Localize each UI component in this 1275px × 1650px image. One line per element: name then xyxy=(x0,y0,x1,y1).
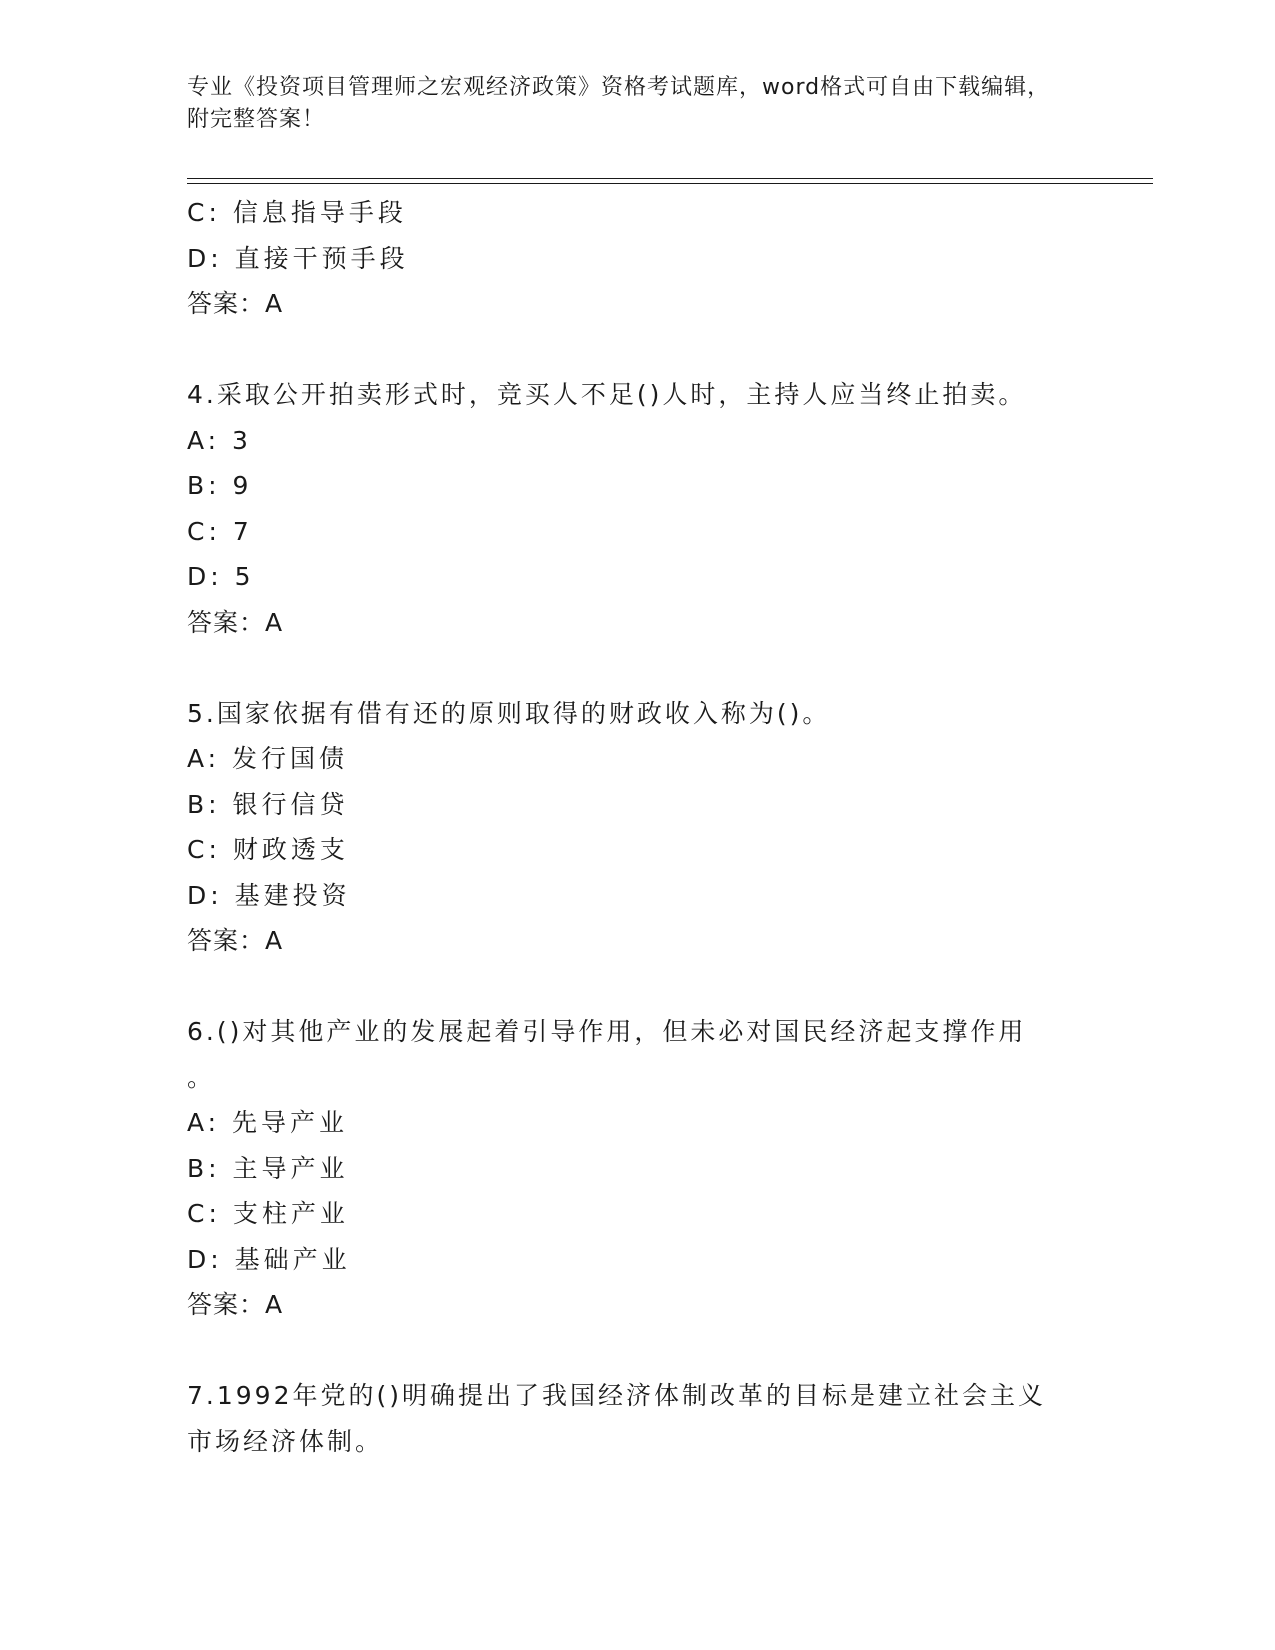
question-5-option-b: B: 银行信贷 xyxy=(187,789,349,819)
question-4-option-d: D: 5 xyxy=(187,562,255,591)
option-d: D: 直接干预手段 xyxy=(187,243,409,273)
header-rule-top xyxy=(187,178,1153,179)
question-7-text: 7.1992年党的()明确提出了我国经济体制改革的目标是建立社会主义 xyxy=(187,1381,1046,1410)
question-4-option-b: B: 9 xyxy=(187,471,253,500)
question-7-text-continued: 市场经济体制。 xyxy=(187,1426,384,1456)
question-4-answer: 答案：A xyxy=(187,607,284,637)
question-6-option-d: D: 基础产业 xyxy=(187,1244,351,1274)
question-6-option-b: B: 主导产业 xyxy=(187,1153,349,1183)
header-rule-bottom xyxy=(187,183,1153,184)
question-5-option-d: D: 基建投资 xyxy=(187,880,351,910)
spacer xyxy=(187,645,1067,691)
spacer xyxy=(187,1328,1067,1374)
question-4-text: 4.采取公开拍卖形式时，竞买人不足()人时，主持人应当终止拍卖。 xyxy=(187,380,1027,409)
question-6-option-a: A: 先导产业 xyxy=(187,1108,349,1137)
question-6-option-c: C: 支柱产业 xyxy=(187,1199,349,1228)
question-6-text: 6.()对其他产业的发展起着引导作用，但未必对国民经济起支撑作用 xyxy=(187,1017,1027,1046)
question-5-answer: 答案：A xyxy=(187,926,284,955)
question-6-text-continued: 。 xyxy=(187,1062,216,1092)
question-4-option-a: A: 3 xyxy=(187,425,252,455)
page-header: 专业《投资项目管理师之宏观经济政策》资格考试题库，word格式可自由下载编辑，附完整答案！ xyxy=(187,75,1051,132)
question-6-answer: 答案：A xyxy=(187,1290,284,1319)
option-c: C: 信息指导手段 xyxy=(187,198,407,227)
question-4-option-c: C: 7 xyxy=(187,516,253,546)
question-list xyxy=(187,190,1067,1464)
spacer xyxy=(187,964,1067,1010)
question-5-option-a: A: 发行国债 xyxy=(187,744,349,773)
question-5-option-c: C: 财政透支 xyxy=(187,835,349,864)
spacer xyxy=(187,327,1067,373)
question-5-text: 5.国家依据有借有还的原则取得的财政收入称为()。 xyxy=(187,698,831,728)
answer-line: 答案：A xyxy=(187,289,284,318)
